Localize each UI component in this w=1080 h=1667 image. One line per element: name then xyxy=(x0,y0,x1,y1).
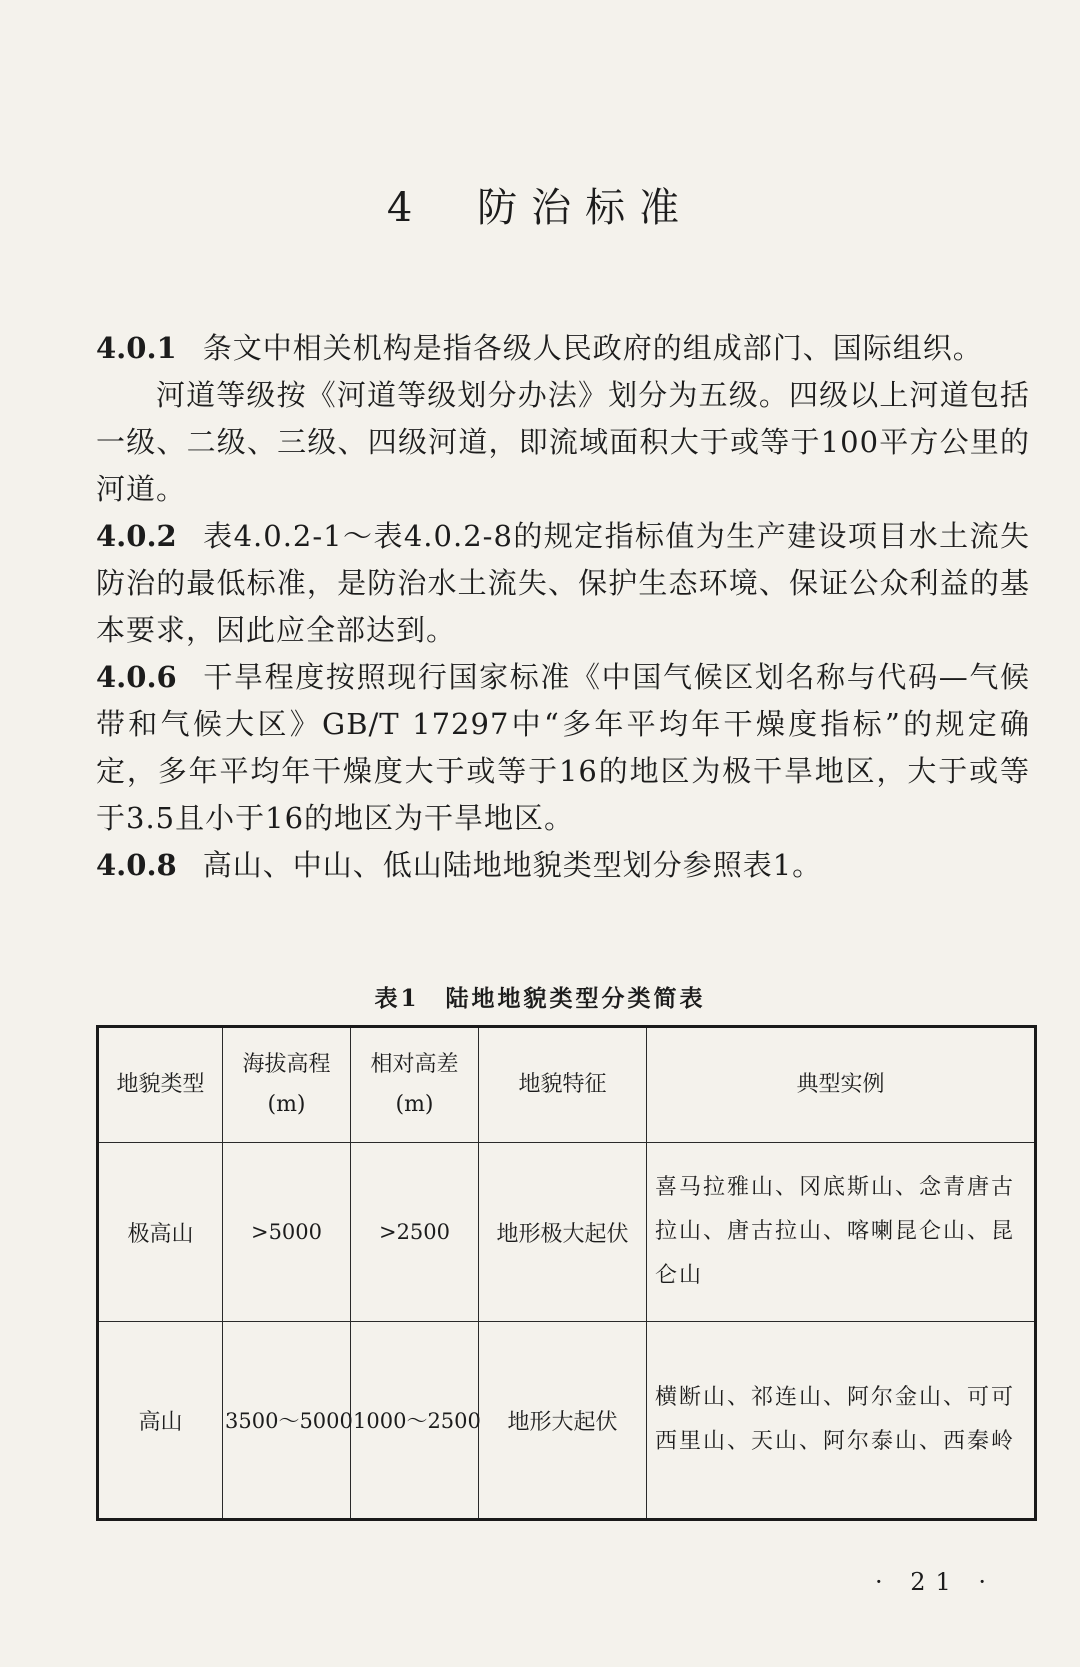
clause-text: 条文中相关机构是指各级人民政府的组成部门、国际组织。 xyxy=(202,331,983,365)
clause-text: 河道等级按《河道等级划分办法》划分为五级。四级以上河道包括一级、二级、三级、四级河道，即流域面积大于或等于100平方公里的河道。 xyxy=(96,378,1030,506)
cell-examples: 横断山、祁连山、阿尔金山、可可西里山、天山、阿尔泰山、西秦岭 xyxy=(647,1322,1036,1520)
cell-feature: 地形大起伏 xyxy=(479,1322,647,1520)
clause-text: 干旱程度按照现行国家标准《中国气候区划名称与代码—气候带和气候大区》GB/T 17297中“多年平均年干燥度指标”的规定确定，多年平均年干燥度大于或等于16的地区为极干旱地区，大于或等于3.5且小于16的地区为干旱地区。 xyxy=(96,660,1030,835)
chapter-body xyxy=(96,325,1030,889)
clause-4-0-8 xyxy=(96,842,1030,889)
cell-altitude: 3500～5000 xyxy=(223,1322,351,1520)
table-caption xyxy=(0,980,1080,1013)
page-number: · 21 · xyxy=(874,1568,996,1596)
cell-feature: 地形极大起伏 xyxy=(479,1143,647,1322)
header-landform-type: 地貌类型 xyxy=(98,1027,223,1143)
chapter-name: 防治标准 xyxy=(477,185,694,231)
clause-text: 高山、中山、低山陆地地貌类型划分参照表1。 xyxy=(202,848,823,882)
header-relief: 相对高差 (m) xyxy=(351,1027,479,1143)
cell-relief: 1000～2500 xyxy=(351,1322,479,1520)
cell-examples: 喜马拉雅山、冈底斯山、念青唐古拉山、唐古拉山、喀喇昆仑山、昆仑山 xyxy=(647,1143,1036,1322)
cell-altitude: >5000 xyxy=(223,1143,351,1322)
table-row xyxy=(98,1322,1036,1520)
table-caption-title: 陆地地貌类型分类简表 xyxy=(445,985,706,1012)
clause-number: 4.0.8 xyxy=(96,848,177,882)
header-altitude-unit: (m) xyxy=(267,1092,306,1117)
clause-text: 表4.0.2-1～表4.0.2-8的规定指标值为生产建设项目水土流失防治的最低标准，是防治水土流失、保护生态环境、保证公众利益的基本要求，因此应全部达到。 xyxy=(96,519,1030,647)
table-caption-number: 表1 xyxy=(374,985,420,1012)
clause-number: 4.0.2 xyxy=(96,519,177,553)
clause-number: 4.0.6 xyxy=(96,660,177,694)
header-relief-unit: (m) xyxy=(395,1092,434,1117)
clause-4-0-6 xyxy=(96,654,1030,842)
cell-type: 极高山 xyxy=(98,1143,223,1322)
header-altitude: 海拔高程 (m) xyxy=(223,1027,351,1143)
clause-4-0-1 xyxy=(96,325,1030,372)
clause-4-0-1-continuation xyxy=(96,372,1030,513)
header-examples: 典型实例 xyxy=(647,1027,1036,1143)
clause-4-0-2 xyxy=(96,513,1030,654)
chapter-number: 4 xyxy=(386,185,427,231)
chapter-title xyxy=(0,180,1080,236)
clause-number: 4.0.1 xyxy=(96,331,177,365)
header-feature: 地貌特征 xyxy=(479,1027,647,1143)
landform-table xyxy=(96,1025,1037,1521)
table-header-row xyxy=(98,1027,1036,1143)
table-row xyxy=(98,1143,1036,1322)
cell-type: 高山 xyxy=(98,1322,223,1520)
cell-relief: >2500 xyxy=(351,1143,479,1322)
